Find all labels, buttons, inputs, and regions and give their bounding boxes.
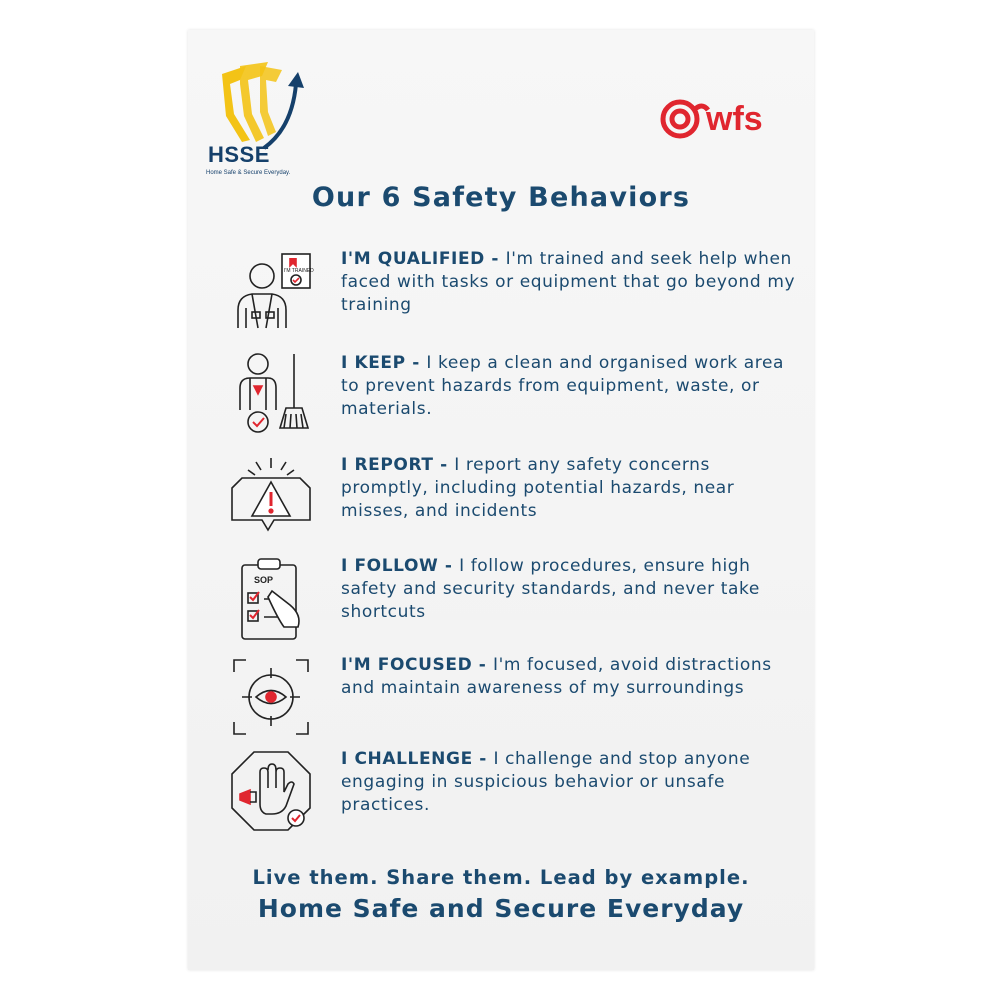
footer-slogan: Live them. Share them. Lead by example. xyxy=(252,866,750,889)
behavior-focused xyxy=(188,654,814,744)
behavior-text: I KEEP - I keep a clean and organised work area to prevent hazards from equipment, waste, or materials. xyxy=(341,353,785,419)
footer-motto: Home Safe and Secure Everyday xyxy=(257,894,745,923)
behavior-heading: I KEEP xyxy=(341,353,406,373)
behavior-challenge xyxy=(188,748,814,838)
hsse-tagline: Home Safe & Secure Everyday. xyxy=(206,170,291,176)
behavior-heading: I'M FOCUSED xyxy=(341,655,473,675)
behavior-description: I keep a clean and organised work area to prevent hazards from equipment, waste, or materials. xyxy=(341,353,785,419)
behavior-text: I CHALLENGE - I challenge and stop anyone engaging in suspicious behavior or unsafe practices. xyxy=(341,749,751,815)
sop-badge-text: SOP xyxy=(254,575,274,585)
hsse-logo-text: HSSE xyxy=(208,142,270,167)
sop-clipboard-icon xyxy=(228,555,314,641)
focus-eye-icon xyxy=(228,654,314,740)
behavior-heading: I CHALLENGE xyxy=(341,749,473,769)
behavior-heading: I REPORT xyxy=(341,455,434,475)
behavior-text: I FOLLOW - I follow procedures, ensure high safety and security standards, and never take shortcuts xyxy=(341,556,760,622)
worker-broom-icon xyxy=(228,352,314,438)
safety-poster xyxy=(188,30,814,970)
stop-hand-icon xyxy=(228,748,314,834)
behavior-description: I challenge and stop anyone engaging in suspicious behavior or unsafe practices. xyxy=(341,749,751,815)
behavior-description: I'm trained and seek help when faced with tasks or equipment that go beyond my training xyxy=(341,249,796,315)
behavior-description: I'm focused, avoid distractions and maintain awareness of my surroundings xyxy=(341,655,772,698)
page-title: Our 6 Safety Behaviors xyxy=(311,182,691,213)
behavior-qualified xyxy=(188,248,814,338)
qualified-worker-icon xyxy=(228,248,314,334)
warning-report-icon xyxy=(228,454,314,540)
im-trained-badge-text: I'M TRAINED xyxy=(284,268,314,274)
behavior-keep xyxy=(188,352,814,442)
behavior-text: I'M FOCUSED - I'm focused, avoid distractions and maintain awareness of my surroundings xyxy=(341,655,772,698)
behavior-heading: I FOLLOW xyxy=(341,556,439,576)
behavior-heading: I'M QUALIFIED xyxy=(341,249,485,269)
behavior-description: I report any safety concerns promptly, including potential hazards, near misses, and incidents xyxy=(341,455,735,521)
behavior-follow xyxy=(188,555,814,645)
behavior-text: I REPORT - I report any safety concerns promptly, including potential hazards, near misses, and incidents xyxy=(341,455,735,521)
wfs-logo xyxy=(654,92,804,144)
behavior-report xyxy=(188,454,814,544)
behavior-description: I follow procedures, ensure high safety and security standards, and never take shortcuts xyxy=(341,556,760,622)
wfs-logo-text: wfs xyxy=(706,100,763,138)
behavior-text: I'M QUALIFIED - I'm trained and seek help when faced with tasks or equipment that go beyond my training xyxy=(341,249,796,315)
